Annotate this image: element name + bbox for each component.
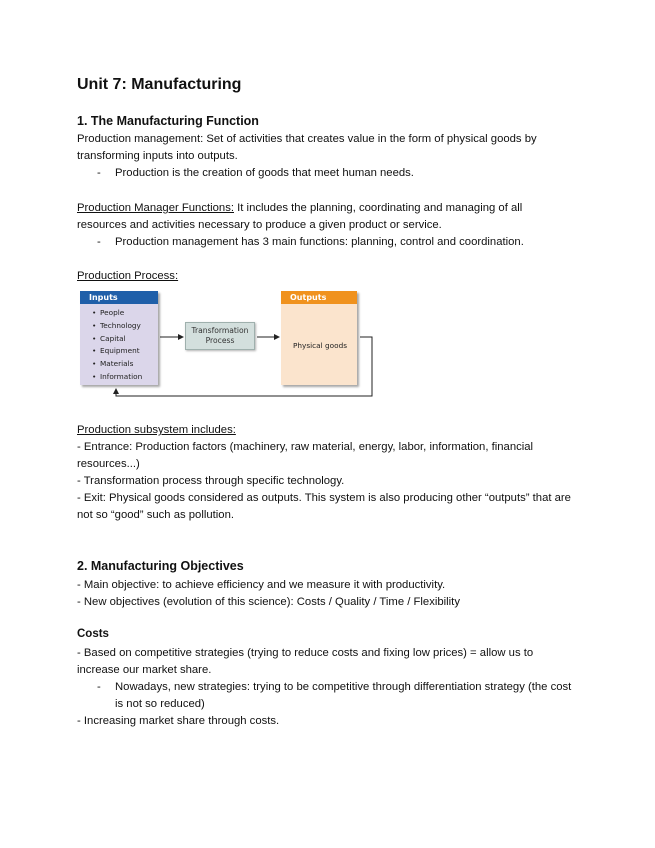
outputs-title: Outputs: [281, 291, 357, 304]
bullet-production-creation: [97, 165, 595, 182]
outputs-box: [281, 291, 357, 385]
production-process-label: Production Process:: [77, 270, 179, 282]
bullet-differentiation-strategy: [97, 679, 575, 713]
pm-functions-label: Production Manager Functions:: [77, 202, 234, 214]
inputs-box: [80, 291, 158, 385]
bullet-dash: -: [97, 681, 101, 693]
production-manager-functions: [77, 200, 572, 234]
increasing-market-share: - Increasing market share through costs.: [77, 715, 280, 727]
bullet-text: Production management has 3 main functions: planning, control and coordination.: [115, 236, 524, 248]
bullet-text: Nowadays, new strategies: trying to be competitive through differentiation strategy (the cost is not so reduced): [115, 681, 572, 710]
bullet-dash: -: [97, 236, 101, 248]
bullet-dash: -: [97, 167, 101, 179]
bullet-text: Production is the creation of goods that meet human needs.: [115, 167, 414, 179]
input-item: • Equipment: [92, 345, 158, 358]
page-title: Unit 7: Manufacturing: [77, 76, 242, 93]
input-item: • Information: [92, 371, 158, 384]
production-process-diagram: [80, 288, 380, 400]
input-item: • People: [92, 307, 158, 320]
main-objective: - Main objective: to achieve efficiency and we measure it with productivity.: [77, 579, 446, 591]
new-objectives: - New objectives (evolution of this science): Costs / Quality / Time / Flexibility: [77, 596, 460, 608]
inputs-title: Inputs: [80, 291, 158, 304]
costs-heading: Costs: [77, 628, 109, 640]
bullet-three-functions: [97, 234, 595, 251]
costs-competitive-strategies: - Based on competitive strategies (trying to reduce costs and fixing low prices) = allow us to increase our market share.: [77, 647, 534, 676]
input-item: • Capital: [92, 333, 158, 346]
subsystem-transformation: - Transformation process through specific technology.: [77, 475, 345, 487]
section-heading-manufacturing-objectives: 2. Manufacturing Objectives: [77, 559, 244, 573]
production-subsystem-label: Production subsystem includes:: [77, 424, 236, 436]
inputs-list: [80, 307, 158, 384]
subsystem-entrance: - Entrance: Production factors (machinery, raw material, energy, labor, information, financial resources...): [77, 441, 534, 470]
production-management-definition: Production management: Set of activities that creates value in the form of physical goods by transforming inputs into outputs.: [77, 133, 537, 162]
output-item: Physical goods: [293, 341, 347, 350]
pm-functions-text: It includes the planning, coordinating and managing of all resources and activities necessary to produce a given product or service.: [77, 202, 523, 231]
subsystem-exit: - Exit: Physical goods considered as outputs. This system is also producing other “outputs” that are not so “good” such as pollution.: [77, 492, 571, 521]
input-item: • Technology: [92, 320, 158, 333]
section-heading-manufacturing-function: 1. The Manufacturing Function: [77, 114, 259, 128]
input-item: • Materials: [92, 358, 158, 371]
transformation-process-box: Transformation Process: [185, 322, 255, 350]
